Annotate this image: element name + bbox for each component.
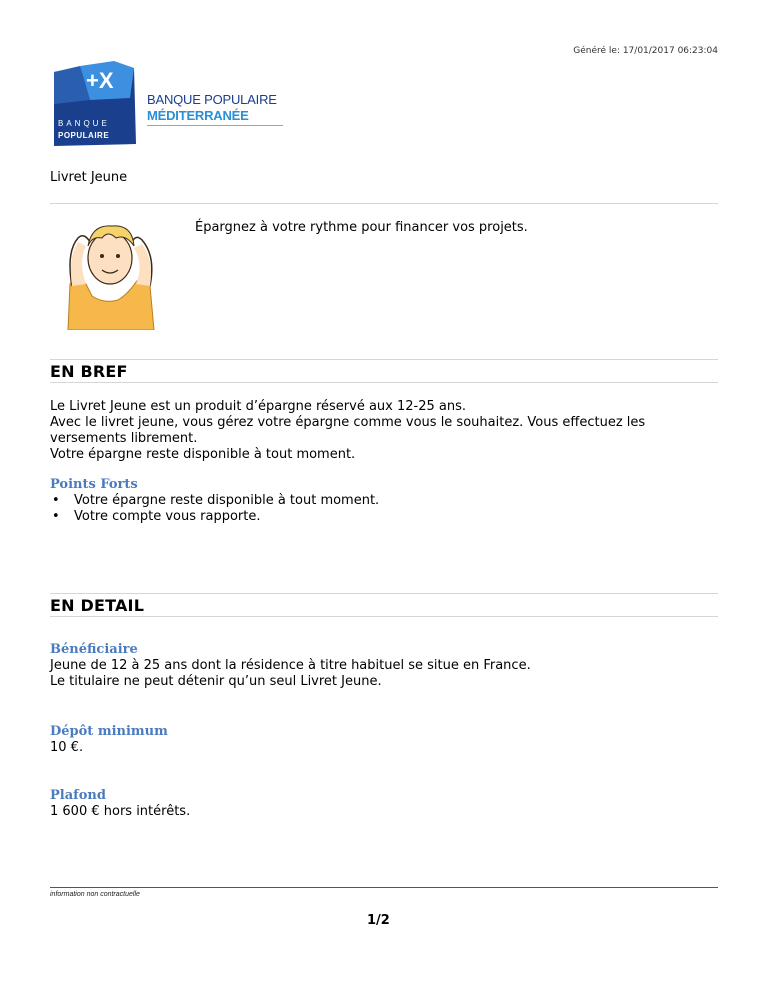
logo-line-1: BANQUE POPULAIRE bbox=[147, 92, 277, 107]
divider bbox=[50, 203, 718, 204]
section-title-en-bref: EN BREF bbox=[50, 362, 128, 381]
footer-divider bbox=[50, 887, 718, 888]
plafond-value: 1 600 € hors intérêts. bbox=[50, 804, 191, 819]
text-line: versements librement. bbox=[50, 431, 198, 446]
divider bbox=[50, 616, 718, 617]
en-bref-paragraph bbox=[50, 399, 710, 463]
list-item: • Votre compte vous rapporte. bbox=[50, 509, 379, 525]
young-man-illustration-icon bbox=[62, 212, 162, 330]
svg-text:BANQUE: BANQUE bbox=[58, 119, 110, 128]
points-forts-list bbox=[50, 493, 379, 525]
list-item: • Votre épargne reste disponible à tout moment. bbox=[50, 493, 379, 509]
page-number: 1/2 bbox=[367, 913, 390, 928]
beneficiaire-title: Bénéficiaire bbox=[50, 642, 138, 657]
banque-populaire-badge-icon bbox=[50, 58, 142, 150]
product-name: Livret Jeune bbox=[50, 170, 128, 185]
section-title-en-detail: EN DETAIL bbox=[50, 596, 145, 615]
logo-underline bbox=[147, 125, 283, 126]
svg-text:POPULAIRE: POPULAIRE bbox=[58, 131, 110, 140]
plafond-title: Plafond bbox=[50, 788, 106, 803]
divider bbox=[50, 382, 718, 383]
text-line: Le titulaire ne peut détenir qu’un seul Livret Jeune. bbox=[50, 674, 382, 689]
bank-logo bbox=[50, 58, 290, 150]
text-line: Jeune de 12 à 25 ans dont la résidence à titre habituel se situe en France. bbox=[50, 658, 531, 673]
footer-note: information non contractuelle bbox=[50, 891, 140, 898]
generated-timestamp: Généré le: 17/01/2017 06:23:04 bbox=[573, 46, 718, 56]
divider bbox=[50, 593, 718, 594]
depot-minimum-title: Dépôt minimum bbox=[50, 724, 168, 739]
logo-line-2: MÉDITERRANÉE bbox=[147, 108, 249, 123]
points-forts-title: Points Forts bbox=[50, 477, 138, 492]
svg-text:+X: +X bbox=[86, 68, 114, 93]
text-line: Le Livret Jeune est un produit d’épargne réservé aux 12-25 ans. bbox=[50, 399, 467, 414]
text-line: Votre épargne reste disponible à tout moment. bbox=[50, 447, 356, 462]
beneficiaire-text bbox=[50, 658, 710, 690]
divider bbox=[50, 359, 718, 360]
depot-minimum-value: 10 €. bbox=[50, 740, 84, 755]
text-line: Avec le livret jeune, vous gérez votre épargne comme vous le souhaitez. Vous effectuez les bbox=[50, 415, 646, 430]
product-tagline: Épargnez à votre rythme pour financer vos projets. bbox=[195, 220, 528, 235]
